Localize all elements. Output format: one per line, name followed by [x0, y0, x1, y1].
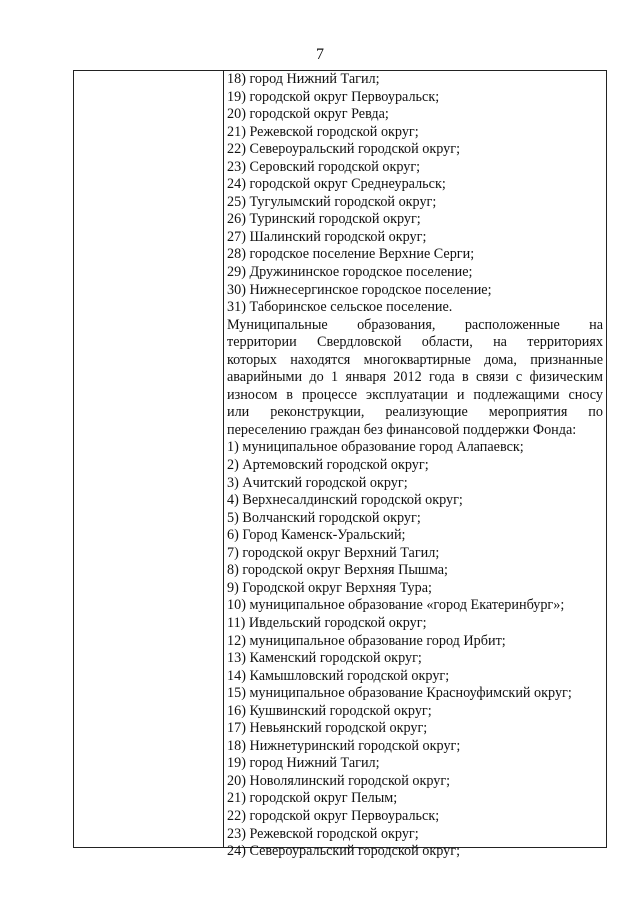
list-item: 21) Режевской городской округ; [227, 123, 419, 140]
paragraph-line: переселению граждан без финансовой поддержки Фонда: [227, 421, 577, 438]
list-item: 14) Камышловский городской округ; [227, 667, 450, 684]
list-item: 23) Режевской городской округ; [227, 825, 419, 842]
list-item: 23) Серовский городской округ; [227, 158, 421, 175]
list-item: 22) городской округ Первоуральск; [227, 807, 440, 824]
list-item: 12) муниципальное образование город Ирбит; [227, 632, 506, 649]
page-number: 7 [316, 46, 324, 63]
table-left-column [74, 71, 224, 847]
section-intro-paragraph [227, 317, 603, 440]
list-item: 3) Ачитский городской округ; [227, 474, 408, 491]
list-item: 30) Нижнесергинское городское поселение; [227, 281, 492, 298]
list-item: 8) городской округ Верхняя Пышма; [227, 562, 448, 579]
table-right-column [224, 71, 606, 860]
municipality-list-unfunded [227, 439, 603, 860]
list-item: 20) Новолялинский городской округ; [227, 772, 451, 789]
paragraph-line: которых находятся многоквартирные дома, признанные [227, 351, 603, 368]
list-item: 2) Артемовский городской округ; [227, 457, 429, 474]
list-item: 5) Волчанский городской округ; [227, 509, 421, 526]
list-item: 24) Североуральский городской округ; [227, 843, 461, 860]
list-item: 19) городской округ Первоуральск; [227, 88, 440, 105]
list-item: 27) Шалинский городской округ; [227, 228, 427, 245]
list-item: 10) муниципальное образование «город Екатеринбург»; [227, 597, 565, 614]
list-item: 26) Туринский городской округ; [227, 211, 421, 228]
paragraph-line: износом в процессе эксплуатации и подлежащими сносу [227, 386, 603, 403]
list-item: 13) Каменский городской округ; [227, 650, 422, 667]
list-item: 4) Верхнесалдинский городской округ; [227, 492, 463, 509]
list-item: 22) Североуральский городской округ; [227, 141, 461, 158]
document-table [73, 70, 607, 860]
list-item: 1) муниципальное образование город Алапаевск; [227, 439, 524, 456]
list-item: 20) городской округ Ревда; [227, 106, 389, 123]
list-item: 18) Нижнетуринский городской округ; [227, 737, 461, 754]
list-item: 21) городской округ Пелым; [227, 790, 398, 807]
list-item: 7) городской округ Верхний Тагил; [227, 544, 440, 561]
list-item: 31) Таборинское сельское поселение. [227, 299, 453, 316]
list-item: 28) городское поселение Верхние Серги; [227, 246, 475, 263]
list-item: 11) Ивдельский городской округ; [227, 614, 427, 631]
list-item: 25) Тугулымский городской округ; [227, 193, 437, 210]
paragraph-line: территории Свердловской области, на территориях [227, 334, 603, 351]
list-item: 18) город Нижний Тагил; [227, 71, 380, 87]
list-item: 16) Кушвинский городской округ; [227, 702, 432, 719]
list-item: 9) Городской округ Верхняя Тура; [227, 579, 432, 596]
paragraph-line: Муниципальные образования, расположенные на [227, 316, 603, 333]
list-item: 19) город Нижний Тагил; [227, 755, 380, 772]
paragraph-line: аварийными до 1 января 2012 года в связи с физическим [227, 369, 603, 386]
list-item: 6) Город Каменск-Уральский; [227, 527, 406, 544]
paragraph-line: или реконструкции, реализующие мероприятия по [227, 404, 603, 421]
list-item: 15) муниципальное образование Красноуфимский округ; [227, 685, 572, 702]
list-item: 17) Невьянский городской округ; [227, 720, 428, 737]
list-item: 29) Дружининское городское поселение; [227, 264, 473, 281]
municipality-list-continued [227, 71, 603, 317]
list-item: 24) городской округ Среднеуральск; [227, 176, 446, 193]
